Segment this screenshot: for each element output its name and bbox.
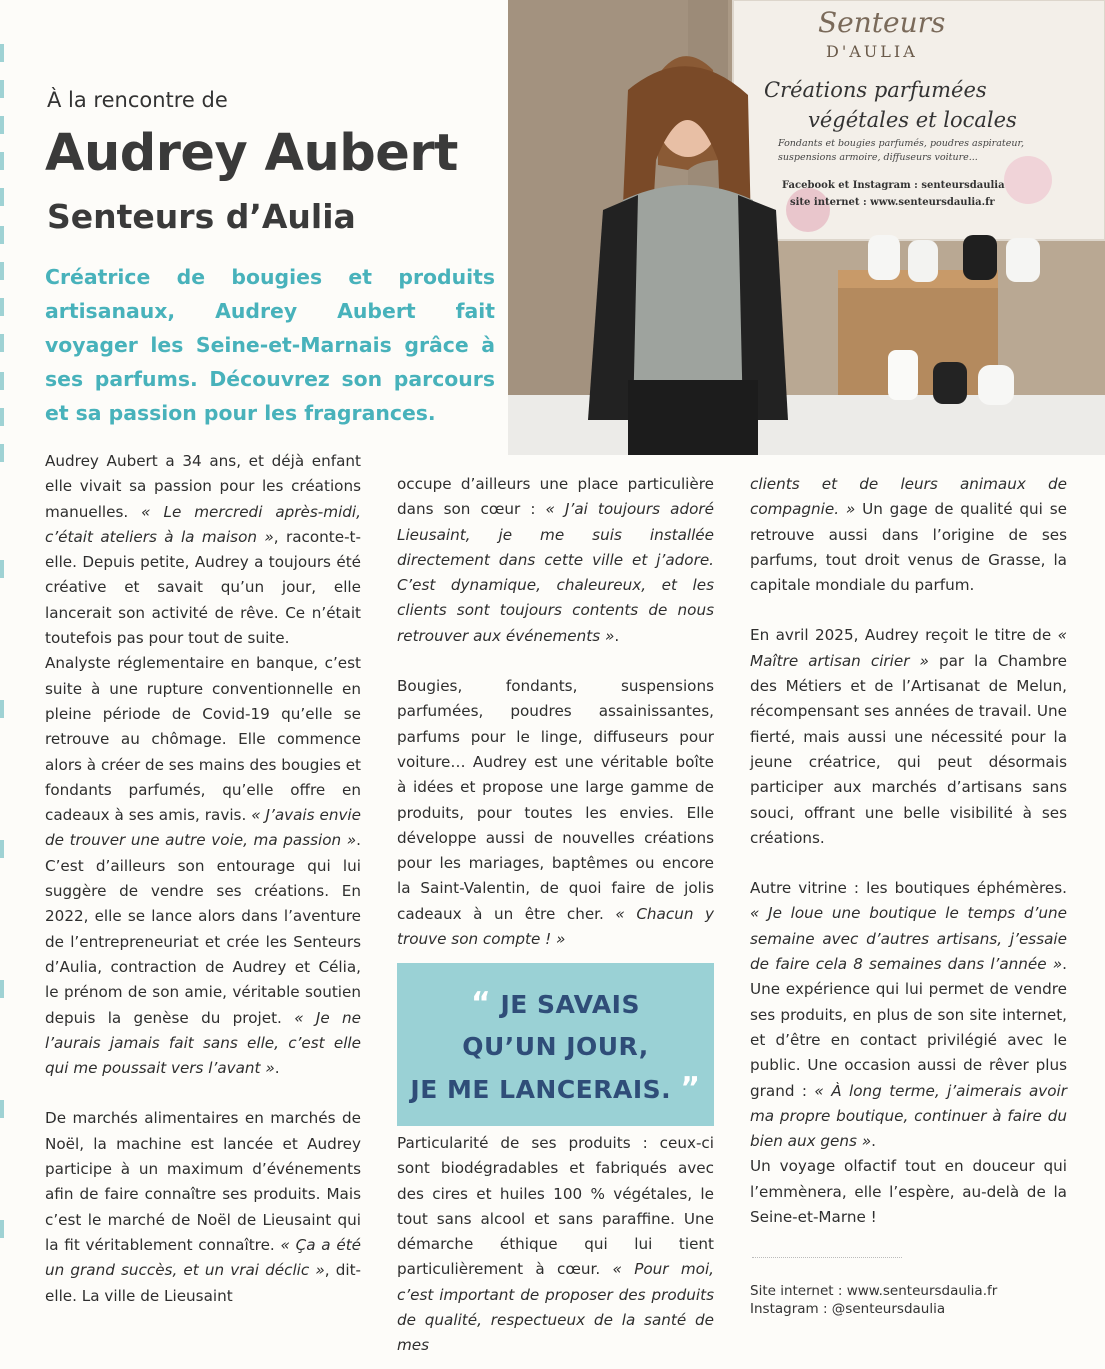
banner-products-line2: suspensions armoire, diffuseurs voiture... <box>778 152 978 163</box>
article-title: Audrey Aubert <box>45 124 458 183</box>
column-3 <box>750 472 1067 1230</box>
col3-paragraph-2: En avril 2025, Audrey reçoit le titre de « Maître artisan cirier » par la Chambre des Métiers et de l’Artisanat de Melun, récompensant ses années de travail. Une fierté, mais aussi une nécessité pour la jeune créatrice, qui peut désormais participer aux marchés d’artisans sans souci, offrant une belle visibilité à ses créations. <box>750 626 1067 847</box>
col1-paragraph-3: De marchés alimentaires en marchés de Noël, la machine est lancée et Audrey participe à un maximum d’événements afin de faire connaître ses produits. Mais c’est le marché de Noël de Lieusaint qui la fit véritablement connaître. « Ça a été un grand succès, et un vrai déclic », dit-elle. La ville de Lieusaint <box>45 1109 362 1305</box>
quote-line-2: QU’UN JOUR, <box>462 1032 649 1061</box>
column-2 <box>397 472 714 952</box>
quote-close-mark: ” <box>680 1071 701 1106</box>
col1-paragraph-1: Audrey Aubert a 34 ans, et déjà enfant elle vivait sa passion pour les créations manuelles. « Le mercredi après-midi, c’était ateliers à la maison », raconte-t-elle. Depuis petite, Audrey a toujours été créative et savait qu’un jour, elle lancerait son activité de rêve. Ce n’était toutefois pas pour tout de suite. <box>45 452 361 648</box>
col2-paragraph-3: Particularité de ses produits : ceux-ci sont biodégradables et fabriqués avec des cires et huiles 100 % végétales, le tout sans alcool et sans paraffine. Une démarche éthique qui lui tient particulièrement à cœur. « Pour moi, c’est important de proposer des produits de qualité, respectueux de la santé de mes <box>397 1134 715 1355</box>
credits <box>750 1282 997 1318</box>
col3-paragraph-4: Un voyage olfactif tout en douceur qui l’emmènera, elle l’espère, au-delà de la Seine-et-Marne ! <box>750 1157 1067 1227</box>
quote-line-1: JE SAVAIS <box>500 990 640 1019</box>
banner-social: Facebook et Instagram : senteursdaulia <box>782 180 1005 191</box>
banner-logo-script: Senteurs <box>818 6 946 39</box>
pull-quote <box>397 963 714 1126</box>
col2-paragraph-2: Bougies, fondants, suspensions parfumées, poudres assainissantes, parfums pour le linge, diffuseurs pour voiture… Audrey est une véritable boîte à idées et propose une large gamme de produits, pour toutes les envies. Elle développe aussi de nouvelles créations pour les mariages, baptêmes ou encore la Saint-Valentin, de quoi faire de jolis cadeaux à un être cher. « Chacun y trouve son compte ! » <box>397 677 714 949</box>
banner-site: site internet : www.senteursdaulia.fr <box>790 197 995 208</box>
col3-paragraph-3: Autre vitrine : les boutiques éphémères. « Je loue une boutique le temps d’une semaine avec d’autres artisans, j’essaie de faire cela 8 semaines dans l’année ». Une expérience qui lui permet de vendre ses produits, en plus de son site internet, et d’être en contact privilégié avec le public. Une occasion aussi de rêver plus grand : « À long terme, j’aimerais avoir ma propre boutique, continuer à faire du bien aux gens ». <box>750 879 1068 1151</box>
banner-title-line1: Créations parfumées <box>764 78 987 102</box>
banner-products-line1: Fondants et bougies parfumés, poudres aspirateur, <box>778 138 1024 149</box>
margin-tick-marks <box>0 0 6 1369</box>
instagram-credit: Instagram : @senteursdaulia <box>750 1301 946 1317</box>
article-kicker: À la rencontre de <box>47 88 228 112</box>
banner-logo-caps: D'AULIA <box>826 42 918 61</box>
column-1 <box>45 449 361 1309</box>
article-subtitle: Senteurs d’Aulia <box>47 197 356 236</box>
portrait-photo <box>508 0 1105 455</box>
col1-paragraph-2: Analyste réglementaire en banque, c’est suite à une rupture conventionnelle en pleine période de Covid-19 qu’elle se retrouve au chômage. Elle commence alors à créer de ses mains des bougies et fondants parfumés, qu’elle offre en cadeaux à ses amis, ravis. « J’avais envie de trouver une autre voie, ma passion ». C’est d’ailleurs son entourage qui lui suggère de vendre ses créations. En 2022, elle se lance alors dans l’aventure de l’entrepreneuriat et crée les Senteurs d’Aulia, contraction de Audrey et Célia, le prénom de son amie, véritable soutien depuis la genèse du projet. « Je ne l’aurais jamais fait sans elle, c’est elle qui me poussait vers l’avant ». <box>45 654 361 1078</box>
intro-paragraph: Créatrice de bougies et produits artisanaux, Audrey Aubert fait voyager les Seine-et-Marnais grâce à ses parfums. Découvrez son parcours et sa passion pour les fragrances. <box>45 265 495 425</box>
banner-title-line2: végétales et locales <box>808 108 1017 132</box>
divider <box>752 1257 902 1258</box>
quote-line-3: JE ME LANCERAIS. <box>410 1075 672 1104</box>
col3-paragraph-1: clients et de leurs animaux de compagnie. » Un gage de qualité qui se retrouve aussi dans l’origine de ses parfums, tout droit venus de Grasse, la capitale mondiale du parfum. <box>750 475 1067 595</box>
website-credit: Site internet : www.senteursdaulia.fr <box>750 1283 998 1299</box>
quote-open-mark: “ <box>471 986 492 1021</box>
col2-paragraph-1: occupe d’ailleurs une place particulière dans son cœur : « J’ai toujours adoré Lieusaint, je me suis installée directement dans cette ville et j’adore. C’est dynamique, chaleureux, et les clients sont toujours contents de nous retrouver aux événements ». <box>397 475 715 645</box>
column-2-bottom <box>397 1131 714 1359</box>
